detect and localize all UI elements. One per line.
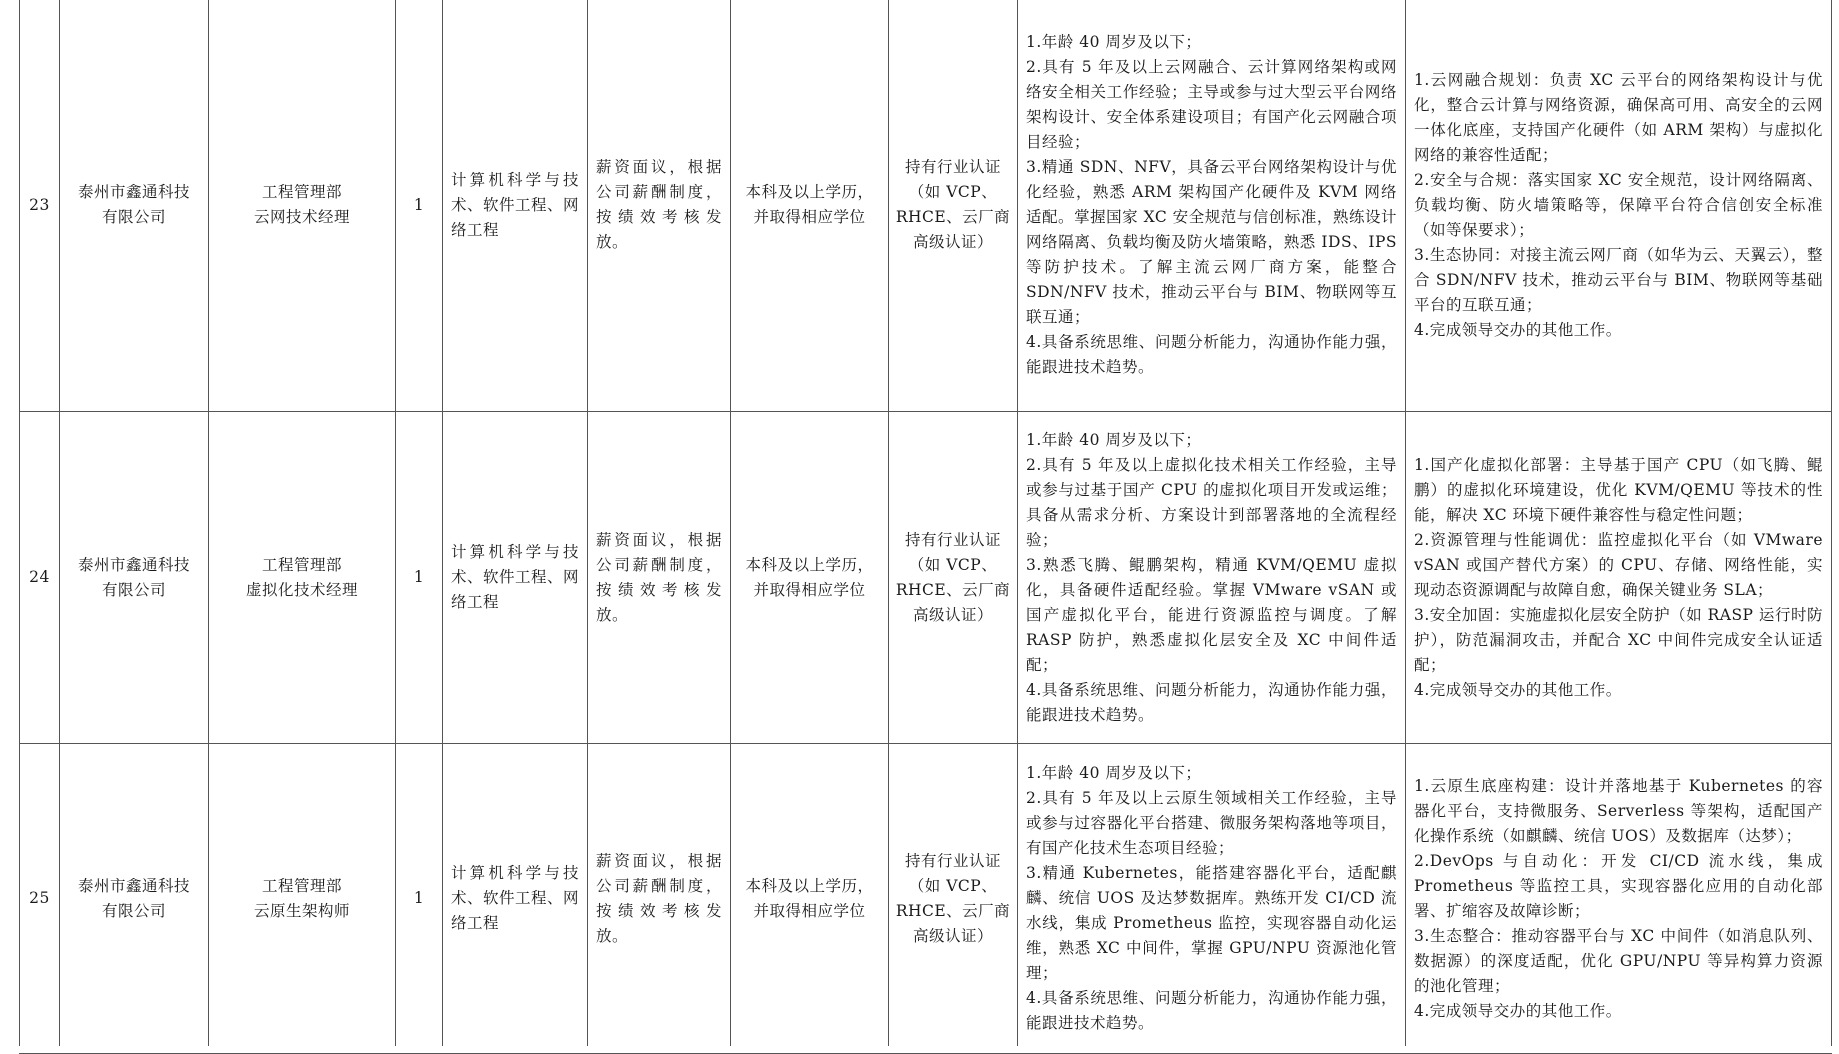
duty-item: 4.完成领导交办的其他工作。 (1414, 320, 1622, 339)
cell-education: 本科及以上学历， 并取得相应学位 (731, 744, 889, 1054)
duty-item: 4.完成领导交办的其他工作。 (1414, 680, 1622, 699)
cell-cert: 持有行业认证 （如 VCP、 RHCE、云厂商 高级认证） (889, 744, 1018, 1054)
cell-duties (1406, 0, 1832, 412)
duty-item: 4.完成领导交办的其他工作。 (1414, 1001, 1622, 1020)
duty-item: 1.云原生底座构建：设计并落地基于 Kubernetes 的容器化平台，支持微服务、Serverless 等架构，适配国产化操作系统（如麒麟、统信 UOS）及数据库（达梦）； (1414, 776, 1823, 845)
cell-salary: 薪资面议，根据公司薪酬制度，按绩效考核发放。 (588, 0, 731, 412)
duty-item: 1.国产化虚拟化部署：主导基于国产 CPU（如飞腾、鲲鹏）的虚拟化环境建设，优化 KVM/QEMU 等技术的性能，解决 XC 环境下硬件兼容性与稳定性问题； (1414, 455, 1823, 524)
cell-duties (1406, 412, 1832, 744)
requirement-item: 3.精通 SDN、NFV，具备云平台网络架构设计与优化经验，熟悉 ARM 架构国产化硬件及 KVM 网络适配。掌握国家 XC 安全规范与信创标准，熟练设计网络隔离、负载均衡及防火墙策略，熟悉 IDS、IPS 等防护技术。了解主流云网厂商方案，能整合 SDN/NFV 技术，推动云平台与 BIM、物联网等互联互通； (1026, 158, 1397, 326)
cell-company: 泰州市鑫通科技 有限公司 (60, 0, 209, 412)
cell-salary: 薪资面议，根据公司薪酬制度，按绩效考核发放。 (588, 744, 731, 1054)
cell-position: 工程管理部 云网技术经理 (209, 0, 396, 412)
table-row (20, 412, 1832, 744)
page-bottom-margin (0, 1046, 1839, 1053)
cell-position: 工程管理部 云原生架构师 (209, 744, 396, 1054)
cell-duties (1406, 744, 1832, 1054)
cell-count: 1 (396, 744, 443, 1054)
cell-no: 24 (20, 412, 60, 744)
requirement-item: 1.年龄 40 周岁及以下； (1026, 764, 1202, 782)
cell-no: 25 (20, 744, 60, 1054)
cell-major: 计算机科学与技术、软件工程、网络工程 (443, 0, 588, 412)
duty-item: 1.云网融合规划：负责 XC 云平台的网络架构设计与优化，整合云计算与网络资源，确保高可用、高安全的云网一体化底座，支持国产化硬件（如 ARM 架构）与虚拟化网络的兼容性适配； (1414, 70, 1823, 164)
cell-position: 工程管理部 虚拟化技术经理 (209, 412, 396, 744)
cell-company: 泰州市鑫通科技 有限公司 (60, 412, 209, 744)
duty-item: 2.安全与合规：落实国家 XC 安全规范，设计网络隔离、负载均衡、防火墙策略等，保障平台符合信创安全标准（如等保要求）； (1414, 170, 1823, 239)
duty-item: 3.生态协同：对接主流云网厂商（如华为云、天翼云），整合 SDN/NFV 技术，推动云平台与 BIM、物联网等基础平台的互联互通； (1414, 245, 1823, 314)
cell-major: 计算机科学与技术、软件工程、网络工程 (443, 412, 588, 744)
cell-count: 1 (396, 412, 443, 744)
duty-item: 2.资源管理与性能调优：监控虚拟化平台（如 VMware vSAN 或国产替代方案）的 CPU、存储、网络性能，实现动态资源调配与故障自愈，确保关键业务 SLA； (1414, 530, 1823, 599)
cell-company: 泰州市鑫通科技 有限公司 (60, 744, 209, 1054)
cell-major: 计算机科学与技术、软件工程、网络工程 (443, 744, 588, 1054)
table-row (20, 744, 1832, 1054)
table-row (20, 0, 1832, 412)
duty-item: 2.DevOps 与自动化：开发 CI/CD 流水线，集成 Prometheus 等监控工具，实现容器化应用的自动化部署、扩缩容及故障诊断； (1414, 851, 1823, 920)
cell-count: 1 (396, 0, 443, 412)
table-body (20, 0, 1832, 1054)
duty-item: 3.生态整合：推动容器平台与 XC 中间件（如消息队列、数据源）的深度适配，优化 GPU/NPU 等异构算力资源的池化管理； (1414, 926, 1823, 995)
requirement-item: 3.精通 Kubernetes，能搭建容器化平台，适配麒麟、统信 UOS 及达梦数据库。熟练开发 CI/CD 流水线，集成 Prometheus 监控，实现容器自动化运维，熟悉 XC 中间件，掌握 GPU/NPU 资源池化管理； (1026, 864, 1397, 982)
requirement-item: 2.具有 5 年及以上云原生领域相关工作经验，主导或参与过容器化平台搭建、微服务架构落地等项目，有国产化技术生态项目经验； (1026, 789, 1397, 857)
duty-item: 3.安全加固：实施虚拟化层安全防护（如 RASP 运行时防护），防范漏洞攻击，并配合 XC 中间件完成安全认证适配； (1414, 605, 1823, 674)
requirement-item: 2.具有 5 年及以上虚拟化技术相关工作经验，主导或参与过基于国产 CPU 的虚拟化项目开发或运维；具备从需求分析、方案设计到部署落地的全流程经验； (1026, 455, 1397, 549)
cell-no: 23 (20, 0, 60, 412)
cell-salary: 薪资面议，根据公司薪酬制度，按绩效考核发放。 (588, 412, 731, 744)
cell-cert: 持有行业认证 （如 VCP、 RHCE、云厂商 高级认证） (889, 0, 1018, 412)
requirement-item: 4.具备系统思维、问题分析能力，沟通协作能力强，能跟进技术趋势。 (1026, 680, 1397, 724)
cell-requirements (1018, 744, 1406, 1054)
requirement-item: 4.具备系统思维、问题分析能力，沟通协作能力强，能跟进技术趋势。 (1026, 333, 1397, 376)
cell-education: 本科及以上学历， 并取得相应学位 (731, 412, 889, 744)
cell-requirements (1018, 412, 1406, 744)
recruitment-table (19, 0, 1832, 1054)
requirement-item: 4.具备系统思维、问题分析能力，沟通协作能力强，能跟进技术趋势。 (1026, 989, 1397, 1032)
cell-requirements (1018, 0, 1406, 412)
requirement-item: 2.具有 5 年及以上云网融合、云计算网络架构或网络安全相关工作经验；主导或参与过大型云平台网络架构设计、安全体系建设项目；有国产化云网融合项目经验； (1026, 58, 1397, 151)
cell-education: 本科及以上学历， 并取得相应学位 (731, 0, 889, 412)
cell-cert: 持有行业认证 （如 VCP、 RHCE、云厂商 高级认证） (889, 412, 1018, 744)
requirement-item: 1.年龄 40 周岁及以下； (1026, 33, 1202, 51)
requirement-item: 3.熟悉飞腾、鲲鹏架构，精通 KVM/QEMU 虚拟化，具备硬件适配经验。掌握 VMware vSAN 或国产虚拟化平台，能进行资源监控与调度。了解 RASP 防护，熟悉虚拟化层安全及 XC 中间件适配； (1026, 555, 1397, 674)
requirement-item: 1.年龄 40 周岁及以下； (1026, 430, 1202, 449)
